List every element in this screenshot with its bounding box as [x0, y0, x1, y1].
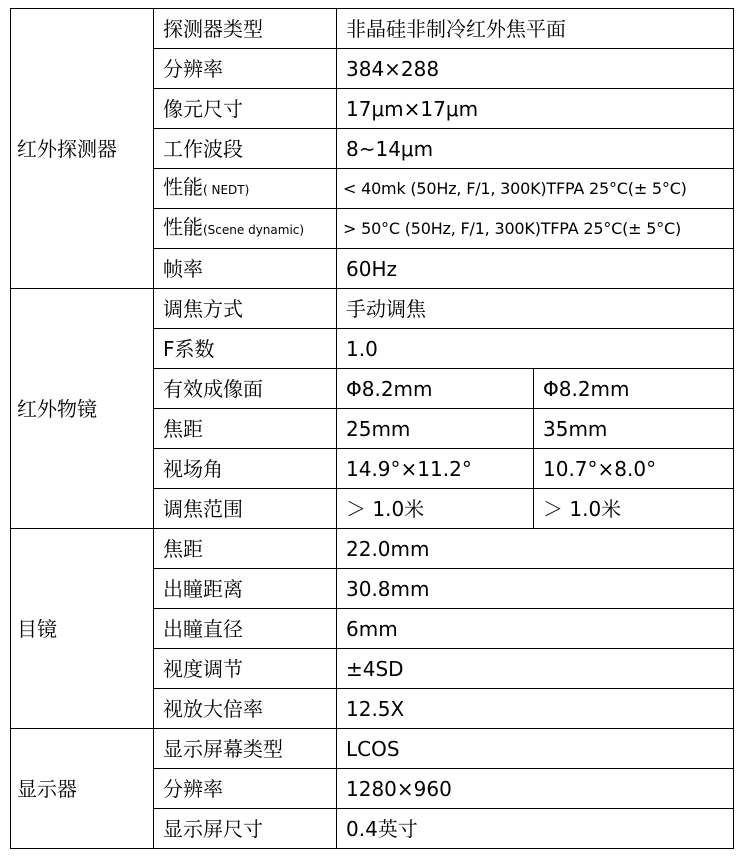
row-label: 焦距: [154, 409, 337, 449]
section-label-infrared-lens: 红外物镜: [11, 289, 154, 529]
row-label: 出瞳距离: [154, 569, 337, 609]
row-value: > 50°C (50Hz, F/1, 300K)TFPA 25°C(± 5°C): [337, 209, 734, 249]
row-label-main: 性能: [163, 175, 203, 199]
row-label: 显示屏幕类型: [154, 729, 337, 769]
row-label: 焦距: [154, 529, 337, 569]
row-value-lens-b: 35mm: [534, 409, 734, 449]
section-label-eyepiece: 目镜: [11, 529, 154, 729]
row-label: 分辨率: [154, 49, 337, 89]
row-label: 有效成像面: [154, 369, 337, 409]
row-label-sub: (Scene dynamic): [203, 223, 305, 237]
row-value-lens-a: ＞ 1.0米: [337, 489, 534, 529]
row-label: F系数: [154, 329, 337, 369]
row-value: 60Hz: [337, 249, 734, 289]
row-label: 视场角: [154, 449, 337, 489]
row-label: 显示屏尺寸: [154, 809, 337, 849]
row-value: 12.5X: [337, 689, 734, 729]
row-value-lens-a: 25mm: [337, 409, 534, 449]
row-value: 30.8mm: [337, 569, 734, 609]
row-label-sub: ( NEDT): [203, 183, 250, 197]
row-value: 1.0: [337, 329, 734, 369]
table-row: [11, 729, 734, 769]
row-value-lens-a: Φ8.2mm: [337, 369, 534, 409]
row-value: 非晶硅非制冷红外焦平面: [337, 9, 734, 49]
table-row: [11, 9, 734, 49]
row-label: 调焦范围: [154, 489, 337, 529]
row-label: 视度调节: [154, 649, 337, 689]
row-value: 384×288: [337, 49, 734, 89]
row-label: 像元尺寸: [154, 89, 337, 129]
row-value-lens-b: Φ8.2mm: [534, 369, 734, 409]
table-row: [11, 529, 734, 569]
section-label-display: 显示器: [11, 729, 154, 849]
row-value: 17μm×17μm: [337, 89, 734, 129]
spec-table: [10, 8, 734, 849]
row-label-scene-dynamic: [154, 209, 337, 249]
row-value: 22.0mm: [337, 529, 734, 569]
row-value: 8~14μm: [337, 129, 734, 169]
row-value-lens-b: ＞ 1.0米: [534, 489, 734, 529]
row-label-nedt: [154, 169, 337, 209]
row-label: 帧率: [154, 249, 337, 289]
row-value: < 40mk (50Hz, F/1, 300K)TFPA 25°C(± 5°C): [337, 169, 734, 209]
row-label: 出瞳直径: [154, 609, 337, 649]
table-row: [11, 289, 734, 329]
row-value: ±4SD: [337, 649, 734, 689]
row-value: 1280×960: [337, 769, 734, 809]
row-label: 视放大倍率: [154, 689, 337, 729]
row-label: 调焦方式: [154, 289, 337, 329]
row-value: LCOS: [337, 729, 734, 769]
row-value: 6mm: [337, 609, 734, 649]
section-label-infrared-detector: 红外探测器: [11, 9, 154, 289]
row-label-main: 性能: [163, 215, 203, 239]
row-value: 0.4英寸: [337, 809, 734, 849]
row-label: 探测器类型: [154, 9, 337, 49]
row-value-lens-a: 14.9°×11.2°: [337, 449, 534, 489]
row-value: 手动调焦: [337, 289, 734, 329]
row-value-lens-b: 10.7°×8.0°: [534, 449, 734, 489]
row-label: 分辨率: [154, 769, 337, 809]
row-label: 工作波段: [154, 129, 337, 169]
